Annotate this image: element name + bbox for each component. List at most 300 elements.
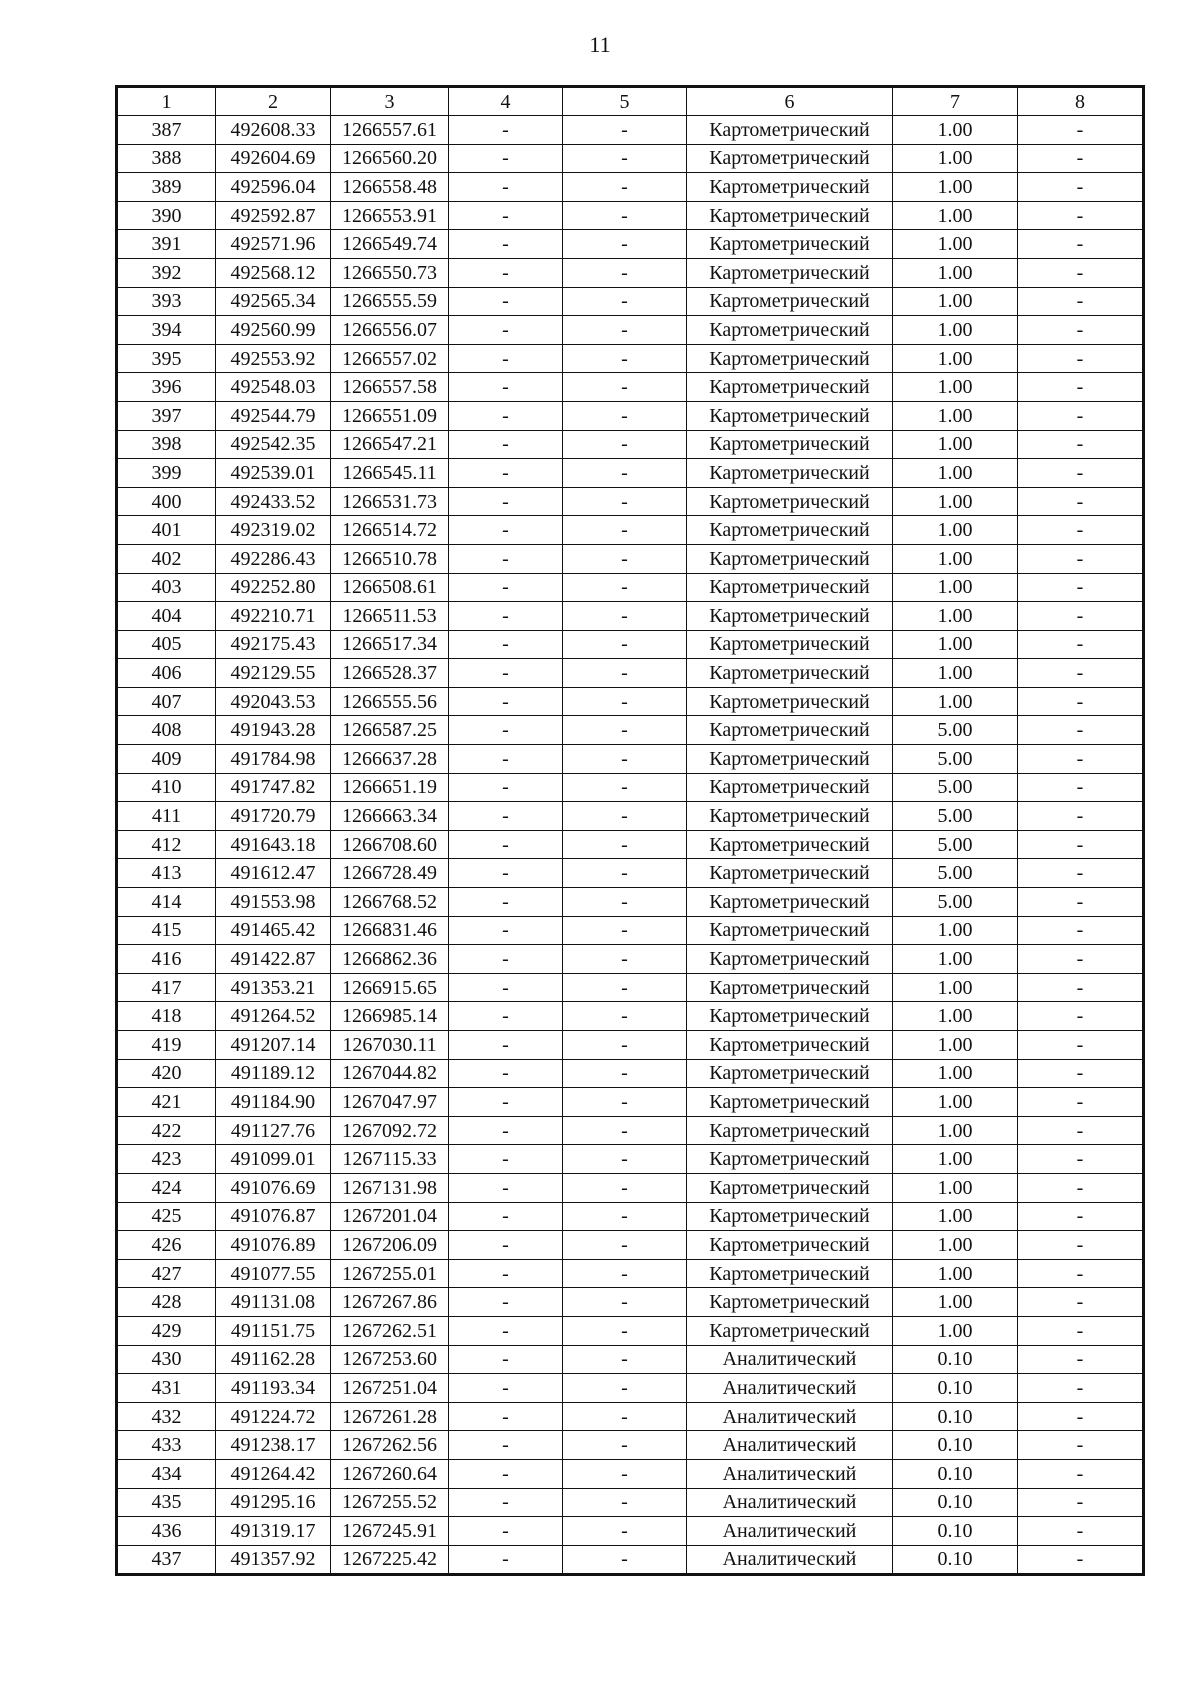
table-row — [117, 516, 1144, 545]
x-coordinate-cell: 491076.89 — [216, 1231, 331, 1260]
y-coordinate-cell: 1266553.91 — [331, 201, 449, 230]
x-coordinate-cell: 491127.76 — [216, 1116, 331, 1145]
column-5-cell: - — [563, 916, 687, 945]
column-8-cell: - — [1018, 1402, 1144, 1431]
column-5-cell: - — [563, 945, 687, 974]
column-8-cell: - — [1018, 401, 1144, 430]
column-8-cell: - — [1018, 258, 1144, 287]
accuracy-cell: 1.00 — [893, 1088, 1018, 1117]
method-cell: Картометрический — [687, 687, 893, 716]
method-cell: Картометрический — [687, 116, 893, 145]
y-coordinate-cell: 1267253.60 — [331, 1345, 449, 1374]
point-number-cell: 408 — [117, 716, 216, 745]
column-5-cell: - — [563, 230, 687, 259]
point-number-cell: 422 — [117, 1116, 216, 1145]
x-coordinate-cell: 492433.52 — [216, 487, 331, 516]
column-4-cell: - — [449, 487, 563, 516]
column-4-cell: - — [449, 1031, 563, 1060]
x-coordinate-cell: 491184.90 — [216, 1088, 331, 1117]
method-cell: Аналитический — [687, 1402, 893, 1431]
table-header-row — [117, 87, 1144, 116]
point-number-cell: 435 — [117, 1488, 216, 1517]
column-5-cell: - — [563, 287, 687, 316]
method-cell: Картометрический — [687, 1288, 893, 1317]
method-cell: Картометрический — [687, 544, 893, 573]
x-coordinate-cell: 492596.04 — [216, 173, 331, 202]
accuracy-cell: 1.00 — [893, 1231, 1018, 1260]
accuracy-cell: 1.00 — [893, 373, 1018, 402]
point-number-cell: 392 — [117, 258, 216, 287]
column-4-cell: - — [449, 373, 563, 402]
x-coordinate-cell: 492553.92 — [216, 344, 331, 373]
table-row — [117, 1088, 1144, 1117]
accuracy-cell: 1.00 — [893, 258, 1018, 287]
column-4-cell: - — [449, 544, 563, 573]
column-5-cell: - — [563, 1059, 687, 1088]
accuracy-cell: 1.00 — [893, 287, 1018, 316]
y-coordinate-cell: 1266510.78 — [331, 544, 449, 573]
table-row — [117, 1459, 1144, 1488]
accuracy-cell: 5.00 — [893, 802, 1018, 831]
x-coordinate-cell: 492548.03 — [216, 373, 331, 402]
accuracy-cell: 1.00 — [893, 1145, 1018, 1174]
y-coordinate-cell: 1267044.82 — [331, 1059, 449, 1088]
method-cell: Аналитический — [687, 1374, 893, 1403]
column-5-cell: - — [563, 1116, 687, 1145]
point-number-cell: 389 — [117, 173, 216, 202]
method-cell: Картометрический — [687, 716, 893, 745]
column-8-cell: - — [1018, 1173, 1144, 1202]
x-coordinate-cell: 492592.87 — [216, 201, 331, 230]
x-coordinate-cell: 492539.01 — [216, 459, 331, 488]
point-number-cell: 413 — [117, 859, 216, 888]
method-cell: Картометрический — [687, 945, 893, 974]
table-row — [117, 487, 1144, 516]
table-row — [117, 316, 1144, 345]
method-cell: Картометрический — [687, 630, 893, 659]
x-coordinate-cell: 491553.98 — [216, 888, 331, 917]
column-8-cell: - — [1018, 1288, 1144, 1317]
table-row — [117, 1431, 1144, 1460]
column-8-cell: - — [1018, 1459, 1144, 1488]
table-row — [117, 144, 1144, 173]
column-5-cell: - — [563, 373, 687, 402]
column-5-cell: - — [563, 1259, 687, 1288]
table-row — [117, 1002, 1144, 1031]
point-number-cell: 410 — [117, 773, 216, 802]
table-row — [117, 773, 1144, 802]
y-coordinate-cell: 1266556.07 — [331, 316, 449, 345]
column-8-cell: - — [1018, 544, 1144, 573]
point-number-cell: 428 — [117, 1288, 216, 1317]
column-4-cell: - — [449, 1345, 563, 1374]
column-5-cell: - — [563, 659, 687, 688]
point-number-cell: 411 — [117, 802, 216, 831]
x-coordinate-cell: 492252.80 — [216, 573, 331, 602]
column-5-cell: - — [563, 1345, 687, 1374]
column-5-cell: - — [563, 745, 687, 774]
x-coordinate-cell: 492608.33 — [216, 116, 331, 145]
column-5-cell: - — [563, 602, 687, 631]
column-8-cell: - — [1018, 173, 1144, 202]
column-8-cell: - — [1018, 1088, 1144, 1117]
column-8-cell: - — [1018, 945, 1144, 974]
column-8-cell: - — [1018, 802, 1144, 831]
accuracy-cell: 1.00 — [893, 144, 1018, 173]
table-row — [117, 1116, 1144, 1145]
table-row — [117, 1288, 1144, 1317]
column-8-cell: - — [1018, 1345, 1144, 1374]
y-coordinate-cell: 1267255.01 — [331, 1259, 449, 1288]
table-row — [117, 401, 1144, 430]
column-4-cell: - — [449, 830, 563, 859]
column-5-cell: - — [563, 1202, 687, 1231]
method-cell: Картометрический — [687, 1231, 893, 1260]
y-coordinate-cell: 1267260.64 — [331, 1459, 449, 1488]
column-8-cell: - — [1018, 916, 1144, 945]
x-coordinate-cell: 491076.69 — [216, 1173, 331, 1202]
column-4-cell: - — [449, 1316, 563, 1345]
column-8-cell: - — [1018, 230, 1144, 259]
column-8-cell: - — [1018, 201, 1144, 230]
x-coordinate-cell: 491099.01 — [216, 1145, 331, 1174]
accuracy-cell: 1.00 — [893, 430, 1018, 459]
y-coordinate-cell: 1266555.59 — [331, 287, 449, 316]
x-coordinate-cell: 491193.34 — [216, 1374, 331, 1403]
column-5-cell: - — [563, 973, 687, 1002]
accuracy-cell: 1.00 — [893, 573, 1018, 602]
column-8-cell: - — [1018, 659, 1144, 688]
column-8-cell: - — [1018, 344, 1144, 373]
y-coordinate-cell: 1267092.72 — [331, 1116, 449, 1145]
column-5-cell: - — [563, 773, 687, 802]
table-row — [117, 173, 1144, 202]
y-coordinate-cell: 1266545.11 — [331, 459, 449, 488]
column-header: 4 — [449, 87, 563, 116]
point-number-cell: 405 — [117, 630, 216, 659]
table-row — [117, 373, 1144, 402]
accuracy-cell: 1.00 — [893, 116, 1018, 145]
column-8-cell: - — [1018, 1031, 1144, 1060]
method-cell: Аналитический — [687, 1431, 893, 1460]
column-5-cell: - — [563, 1002, 687, 1031]
method-cell: Аналитический — [687, 1459, 893, 1488]
accuracy-cell: 0.10 — [893, 1488, 1018, 1517]
accuracy-cell: 1.00 — [893, 659, 1018, 688]
accuracy-cell: 1.00 — [893, 973, 1018, 1002]
point-number-cell: 393 — [117, 287, 216, 316]
column-4-cell: - — [449, 602, 563, 631]
y-coordinate-cell: 1267201.04 — [331, 1202, 449, 1231]
column-4-cell: - — [449, 1173, 563, 1202]
table-row — [117, 945, 1144, 974]
point-number-cell: 397 — [117, 401, 216, 430]
column-5-cell: - — [563, 687, 687, 716]
column-4-cell: - — [449, 1545, 563, 1575]
column-5-cell: - — [563, 888, 687, 917]
point-number-cell: 406 — [117, 659, 216, 688]
table-row — [117, 230, 1144, 259]
accuracy-cell: 0.10 — [893, 1545, 1018, 1575]
accuracy-cell: 1.00 — [893, 173, 1018, 202]
y-coordinate-cell: 1266549.74 — [331, 230, 449, 259]
column-8-cell: - — [1018, 1517, 1144, 1546]
table-row — [117, 116, 1144, 145]
column-5-cell: - — [563, 1031, 687, 1060]
column-8-cell: - — [1018, 859, 1144, 888]
point-number-cell: 436 — [117, 1517, 216, 1546]
point-number-cell: 432 — [117, 1402, 216, 1431]
method-cell: Картометрический — [687, 287, 893, 316]
point-number-cell: 424 — [117, 1173, 216, 1202]
column-4-cell: - — [449, 802, 563, 831]
column-4-cell: - — [449, 459, 563, 488]
column-8-cell: - — [1018, 745, 1144, 774]
point-number-cell: 433 — [117, 1431, 216, 1460]
point-number-cell: 418 — [117, 1002, 216, 1031]
column-8-cell: - — [1018, 630, 1144, 659]
column-5-cell: - — [563, 830, 687, 859]
point-number-cell: 401 — [117, 516, 216, 545]
column-4-cell: - — [449, 745, 563, 774]
column-8-cell: - — [1018, 1202, 1144, 1231]
column-4-cell: - — [449, 144, 563, 173]
accuracy-cell: 1.00 — [893, 1059, 1018, 1088]
column-header: 5 — [563, 87, 687, 116]
method-cell: Картометрический — [687, 573, 893, 602]
accuracy-cell: 1.00 — [893, 1202, 1018, 1231]
y-coordinate-cell: 1266557.02 — [331, 344, 449, 373]
x-coordinate-cell: 491295.16 — [216, 1488, 331, 1517]
column-4-cell: - — [449, 945, 563, 974]
column-header: 1 — [117, 87, 216, 116]
accuracy-cell: 0.10 — [893, 1374, 1018, 1403]
x-coordinate-cell: 491076.87 — [216, 1202, 331, 1231]
method-cell: Картометрический — [687, 1316, 893, 1345]
accuracy-cell: 1.00 — [893, 687, 1018, 716]
column-5-cell: - — [563, 573, 687, 602]
column-4-cell: - — [449, 316, 563, 345]
column-8-cell: - — [1018, 1002, 1144, 1031]
accuracy-cell: 1.00 — [893, 1031, 1018, 1060]
x-coordinate-cell: 491224.72 — [216, 1402, 331, 1431]
column-8-cell: - — [1018, 687, 1144, 716]
column-5-cell: - — [563, 1088, 687, 1117]
method-cell: Картометрический — [687, 201, 893, 230]
x-coordinate-cell: 491264.42 — [216, 1459, 331, 1488]
column-8-cell: - — [1018, 973, 1144, 1002]
method-cell: Картометрический — [687, 973, 893, 1002]
y-coordinate-cell: 1266551.09 — [331, 401, 449, 430]
x-coordinate-cell: 491189.12 — [216, 1059, 331, 1088]
accuracy-cell: 1.00 — [893, 1288, 1018, 1317]
point-number-cell: 425 — [117, 1202, 216, 1231]
column-header: 6 — [687, 87, 893, 116]
column-header: 2 — [216, 87, 331, 116]
method-cell: Картометрический — [687, 173, 893, 202]
coordinates-table — [115, 85, 1145, 1576]
y-coordinate-cell: 1266547.21 — [331, 430, 449, 459]
table-row — [117, 802, 1144, 831]
column-5-cell: - — [563, 1431, 687, 1460]
x-coordinate-cell: 492568.12 — [216, 258, 331, 287]
x-coordinate-cell: 491151.75 — [216, 1316, 331, 1345]
column-4-cell: - — [449, 1488, 563, 1517]
column-4-cell: - — [449, 1145, 563, 1174]
column-8-cell: - — [1018, 888, 1144, 917]
point-number-cell: 431 — [117, 1374, 216, 1403]
column-8-cell: - — [1018, 373, 1144, 402]
column-header: 3 — [331, 87, 449, 116]
column-4-cell: - — [449, 1517, 563, 1546]
x-coordinate-cell: 491353.21 — [216, 973, 331, 1002]
method-cell: Аналитический — [687, 1488, 893, 1517]
accuracy-cell: 5.00 — [893, 888, 1018, 917]
y-coordinate-cell: 1267030.11 — [331, 1031, 449, 1060]
table-row — [117, 1374, 1144, 1403]
table-row — [117, 459, 1144, 488]
point-number-cell: 404 — [117, 602, 216, 631]
y-coordinate-cell: 1267251.04 — [331, 1374, 449, 1403]
y-coordinate-cell: 1267261.28 — [331, 1402, 449, 1431]
column-4-cell: - — [449, 1374, 563, 1403]
method-cell: Картометрический — [687, 1031, 893, 1060]
accuracy-cell: 1.00 — [893, 487, 1018, 516]
accuracy-cell: 1.00 — [893, 1116, 1018, 1145]
y-coordinate-cell: 1266517.34 — [331, 630, 449, 659]
column-8-cell: - — [1018, 459, 1144, 488]
accuracy-cell: 1.00 — [893, 602, 1018, 631]
column-8-cell: - — [1018, 1116, 1144, 1145]
column-8-cell: - — [1018, 602, 1144, 631]
table-row — [117, 1488, 1144, 1517]
y-coordinate-cell: 1266862.36 — [331, 945, 449, 974]
column-4-cell: - — [449, 1088, 563, 1117]
table-row — [117, 1059, 1144, 1088]
method-cell: Картометрический — [687, 373, 893, 402]
column-header: 8 — [1018, 87, 1144, 116]
x-coordinate-cell: 491943.28 — [216, 716, 331, 745]
point-number-cell: 423 — [117, 1145, 216, 1174]
method-cell: Картометрический — [687, 258, 893, 287]
table-row — [117, 1316, 1144, 1345]
column-8-cell: - — [1018, 316, 1144, 345]
x-coordinate-cell: 491784.98 — [216, 745, 331, 774]
table-row — [117, 1402, 1144, 1431]
column-4-cell: - — [449, 859, 563, 888]
x-coordinate-cell: 491162.28 — [216, 1345, 331, 1374]
point-number-cell: 409 — [117, 745, 216, 774]
column-4-cell: - — [449, 1002, 563, 1031]
table-row — [117, 830, 1144, 859]
y-coordinate-cell: 1267047.97 — [331, 1088, 449, 1117]
column-8-cell: - — [1018, 773, 1144, 802]
point-number-cell: 415 — [117, 916, 216, 945]
column-4-cell: - — [449, 230, 563, 259]
table-row — [117, 659, 1144, 688]
x-coordinate-cell: 491357.92 — [216, 1545, 331, 1575]
column-4-cell: - — [449, 1259, 563, 1288]
x-coordinate-cell: 491238.17 — [216, 1431, 331, 1460]
method-cell: Аналитический — [687, 1345, 893, 1374]
method-cell: Картометрический — [687, 344, 893, 373]
accuracy-cell: 0.10 — [893, 1517, 1018, 1546]
table-row — [117, 1259, 1144, 1288]
point-number-cell: 402 — [117, 544, 216, 573]
method-cell: Картометрический — [687, 401, 893, 430]
point-number-cell: 412 — [117, 830, 216, 859]
table-row — [117, 573, 1144, 602]
column-8-cell: - — [1018, 830, 1144, 859]
method-cell: Картометрический — [687, 516, 893, 545]
column-8-cell: - — [1018, 1059, 1144, 1088]
accuracy-cell: 0.10 — [893, 1402, 1018, 1431]
y-coordinate-cell: 1267267.86 — [331, 1288, 449, 1317]
point-number-cell: 400 — [117, 487, 216, 516]
x-coordinate-cell: 491131.08 — [216, 1288, 331, 1317]
y-coordinate-cell: 1267245.91 — [331, 1517, 449, 1546]
column-4-cell: - — [449, 1059, 563, 1088]
column-4-cell: - — [449, 716, 563, 745]
table-row — [117, 716, 1144, 745]
column-5-cell: - — [563, 859, 687, 888]
y-coordinate-cell: 1267225.42 — [331, 1545, 449, 1575]
column-5-cell: - — [563, 487, 687, 516]
column-4-cell: - — [449, 687, 563, 716]
y-coordinate-cell: 1266587.25 — [331, 716, 449, 745]
point-number-cell: 388 — [117, 144, 216, 173]
method-cell: Картометрический — [687, 1202, 893, 1231]
column-5-cell: - — [563, 430, 687, 459]
column-8-cell: - — [1018, 430, 1144, 459]
column-4-cell: - — [449, 630, 563, 659]
table-row — [117, 201, 1144, 230]
point-number-cell: 420 — [117, 1059, 216, 1088]
column-8-cell: - — [1018, 1431, 1144, 1460]
column-5-cell: - — [563, 1402, 687, 1431]
column-5-cell: - — [563, 116, 687, 145]
y-coordinate-cell: 1266558.48 — [331, 173, 449, 202]
point-number-cell: 430 — [117, 1345, 216, 1374]
y-coordinate-cell: 1266831.46 — [331, 916, 449, 945]
y-coordinate-cell: 1266637.28 — [331, 745, 449, 774]
column-5-cell: - — [563, 1459, 687, 1488]
y-coordinate-cell: 1266708.60 — [331, 830, 449, 859]
point-number-cell: 399 — [117, 459, 216, 488]
accuracy-cell: 0.10 — [893, 1431, 1018, 1460]
table-row — [117, 287, 1144, 316]
column-4-cell: - — [449, 201, 563, 230]
method-cell: Картометрический — [687, 230, 893, 259]
page-number: 11 — [589, 32, 611, 57]
x-coordinate-cell: 492175.43 — [216, 630, 331, 659]
table-row — [117, 687, 1144, 716]
y-coordinate-cell: 1266768.52 — [331, 888, 449, 917]
point-number-cell: 387 — [117, 116, 216, 145]
y-coordinate-cell: 1267262.51 — [331, 1316, 449, 1345]
x-coordinate-cell: 492319.02 — [216, 516, 331, 545]
y-coordinate-cell: 1266531.73 — [331, 487, 449, 516]
x-coordinate-cell: 491643.18 — [216, 830, 331, 859]
column-8-cell: - — [1018, 1545, 1144, 1575]
method-cell: Картометрический — [687, 802, 893, 831]
table-row — [117, 1517, 1144, 1546]
x-coordinate-cell: 491612.47 — [216, 859, 331, 888]
y-coordinate-cell: 1267255.52 — [331, 1488, 449, 1517]
table-row — [117, 544, 1144, 573]
y-coordinate-cell: 1266550.73 — [331, 258, 449, 287]
column-5-cell: - — [563, 401, 687, 430]
